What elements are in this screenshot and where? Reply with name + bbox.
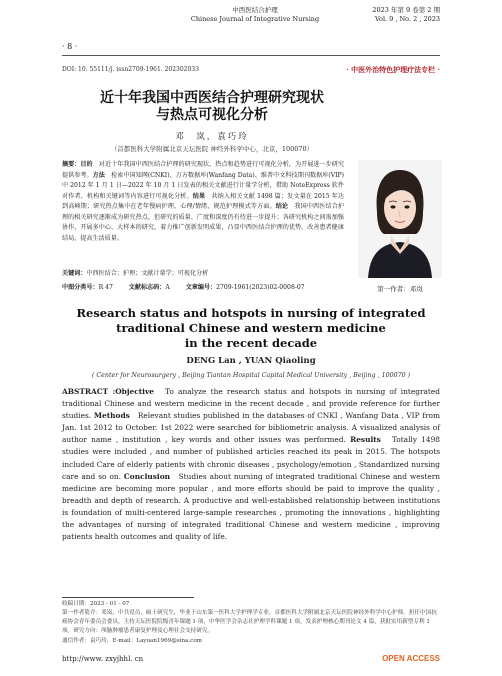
en-methods-label: Methods: [93, 411, 130, 421]
journal-url[interactable]: http://www. zxyjhhl. cn: [62, 655, 144, 663]
article-value: 2709-1961(2023)02-0008-07: [216, 284, 305, 291]
journal-header: [170, 6, 340, 24]
open-access-badge: OPEN ACCESS: [382, 654, 440, 663]
en-results-label: Results: [350, 435, 381, 445]
cn-objective: 对近十年我国中西医结合护理的研究现状、热点和趋势进行可视化分析，为开展进一步研究提供参考。: [62, 161, 345, 179]
cn-conclusion-label: 结论: [275, 203, 289, 210]
en-affiliation: ( Center for Neurosurgery , Beijing Tiantan Hospital Capital Medical University , Beijing , 100070 ): [91, 372, 411, 379]
cn-results-label: 结果: [192, 192, 206, 200]
first-author-bio: 第一作者简介：邓岚，中共党员，硕士研究生，毕业于山东第一医科大学护理学专业，首都医科大学附属北京天坛医院神经外科学中心护师。担任中国抗癌协会青年委员会委员，主持天坛医院院级青年课题 1 项，中华医学会杂志社护理学科课题 1 项，发表护理核心期刊论文 4 篇，获批实用新型专利 1 项。研究方向：颅脑肿瘤患者康复护理及心理社会支持研究。: [62, 610, 437, 634]
class-label: 中图分类号：: [62, 284, 99, 291]
issue-cn: 2023 年第 9 卷第 2 期: [372, 6, 440, 14]
cn-objective-label: 目的: [80, 161, 93, 168]
cn-abstract-heading: 摘要：: [62, 161, 81, 168]
en-objective: To analyze the research status and hotspots in nursing of integrated traditional Chinese and western medicine in the recent decade , and provide reference for further studies.: [62, 387, 440, 421]
cn-keywords: [62, 268, 208, 277]
article-label: 文章编号：: [185, 284, 217, 291]
en-methods: Relevant studies published in the databases of CNKI , Wanfang Data , VIP from Jan. 1st 2012 to October. 1st 2022 were searched for bibliometric analysis. A visualized analysis of author name , institution , key words and other issues was performed.: [62, 411, 440, 445]
cn-authors: 邓 岚，袁巧玲: [175, 132, 249, 142]
column-tag: · 中医外治特色护理疗法专栏 ·: [346, 65, 440, 74]
en-conclusion: Studies about nursing of integrated traditional Chinese and western medicine are becoming more popular , and more efforts should be paid to improve the quality , breadth and depth of research. A productive and well-established relationship between institutions is foundation of multi-centered large-sample researches , promoting the innovations , highlighting the advantages of nursing of integrated traditional Chinese and western medicine , improving patients health outcomes and quality of life.: [62, 471, 440, 542]
cn-conclusion: 我国中西医结合护理的相关研究逐渐成为研究热点，但研究的质量、广度和深度仍有待进一步提升；各研究机构之间需加强协作，开展多中心、大样本的研究，着力推广创新发明成果，凸显中西医结合护理的优势，改善患者健康结局，提高生活质量。: [62, 203, 345, 242]
issue-info: [372, 6, 440, 24]
header-rule: [62, 55, 440, 56]
doi: DOI: 10. 55111/j. issn2709-1961. 202302033: [62, 66, 199, 73]
doccode-label: 文献标志码：: [128, 284, 166, 291]
classification-line: [62, 282, 319, 291]
en-results: Totally 1498 studies were included , and number of published articles reached its peak in 2015. The hotspots included Care of elderly patients with chronic diseases , psychology/emotion , Standardized nursing care and so on.: [62, 435, 440, 481]
en-abstract-label: ABSTRACT :: [62, 387, 116, 396]
author-photo: [358, 160, 442, 278]
doccode-value: A: [165, 284, 170, 291]
en-abstract: [62, 386, 440, 543]
cn-title-line2: 与热点可视化分析: [156, 107, 268, 123]
en-conclusion-label: Conclusion: [123, 471, 171, 481]
cn-keywords-value: 中西医结合；护理；文献计量学；可视化分析: [86, 270, 209, 277]
footnote-rule: [62, 597, 194, 598]
journal-name-cn: 中西医结合护理: [232, 6, 278, 14]
cn-methods: 检索中国知网(CNKI)、万方数据库(Wanfang Data)、维普中文科技期刊数据库(VIP)中 2012 年 1 月 1 日—2022 年 10 月 1 日发表的相关文献进行计量学分析，借助 NoteExpress 软件对作者、机构和关键词等内容进行可视化分析。: [62, 171, 345, 200]
cn-methods-label: 方法: [92, 171, 105, 179]
photo-caption: 第一作者：邓岚: [377, 285, 423, 293]
page-number: · 8 ·: [62, 42, 78, 51]
en-title-line1: Research status and hotspots in nursing of integrated: [76, 306, 426, 320]
cn-results: 共纳入相关文献 1498 篇；发文量在 2015 年达到高峰期；研究热点集中在老年慢病护理、心理/情绪、规范护理模式等方面。: [62, 192, 345, 210]
cn-abstract: [62, 160, 344, 244]
cn-keywords-label: 关键词：: [62, 270, 87, 277]
en-title-line2: traditional Chinese and western medicine: [116, 321, 386, 335]
cn-title-line1: 近十年我国中西医结合护理研究现状: [100, 90, 324, 106]
issue-en: Vol. 9 , No. 2 , 2023: [374, 15, 440, 23]
en-authors: DENG Lan , YUAN Qiaoling: [186, 356, 316, 366]
journal-name-en: Chinese Journal of Integrative Nursing: [190, 15, 320, 23]
en-objective-label: Objective: [115, 387, 154, 396]
correspondence: 通信作者：袁巧玲，E-mail：Layuan1969@sina.com: [62, 638, 202, 644]
cn-affiliation: （首都医科大学附属北京天坛医院 神经外科学中心，北京，100070）: [110, 145, 314, 153]
en-title-line3: in the recent decade: [184, 336, 318, 350]
received-date: 收稿日期：2023 - 01 - 07: [62, 601, 130, 607]
class-value: R 47: [98, 284, 113, 291]
